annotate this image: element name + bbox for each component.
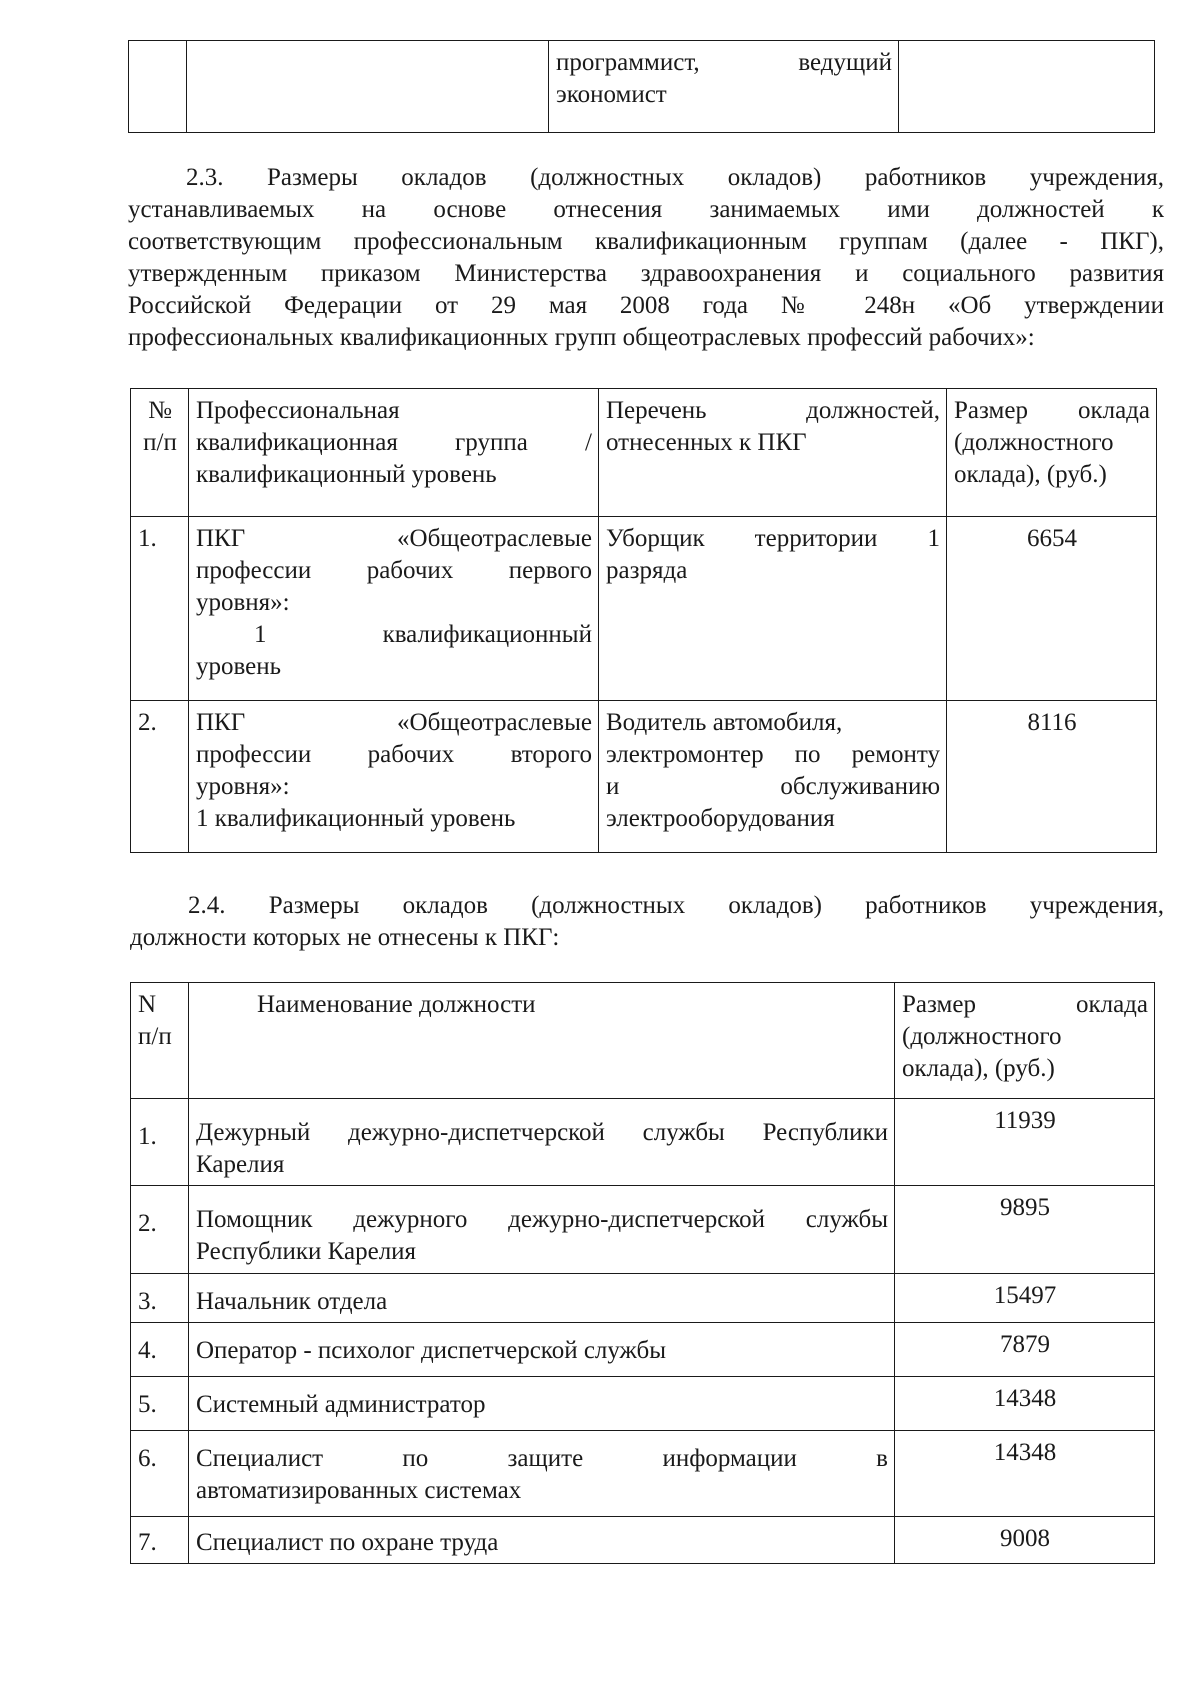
continued-group-cell [187, 41, 549, 133]
row-positions: Уборщик территории 1 разряда [599, 517, 947, 701]
section-2-3-paragraph [128, 162, 1164, 354]
row-salary: 11939 [895, 1099, 1155, 1186]
row-num: 3. [131, 1274, 189, 1323]
row-num: 1. [131, 517, 189, 701]
paragraph-line: Российской Федерации от 29 мая 2008 года № 248н «Об утверждении [128, 292, 1164, 319]
row-num: 2. [131, 701, 189, 853]
header-num: N п/п [131, 983, 189, 1099]
continued-position-line: экономист [556, 81, 667, 108]
row-num: 5. [131, 1377, 189, 1431]
row-name: Специалист по охране труда [189, 1517, 895, 1564]
row-salary: 14348 [895, 1377, 1155, 1431]
row-num: 4. [131, 1323, 189, 1377]
continued-position-line: программист, ведущий [556, 49, 892, 76]
row-num: 7. [131, 1517, 189, 1564]
header-num: № п/п [131, 389, 189, 517]
paragraph-line: профессиональных квалификационных групп общеотраслевых профессий рабочих»: [128, 324, 1035, 351]
row-salary: 9895 [895, 1186, 1155, 1274]
row-name: Оператор - психолог диспетчерской службы [189, 1323, 895, 1377]
header-name: Наименование должности [189, 983, 895, 1099]
table-row [131, 701, 1157, 853]
paragraph-line: соответствующим профессиональным квалификационным группам (далее - ПКГ), [128, 228, 1164, 255]
row-salary: 8116 [947, 701, 1157, 853]
paragraph-line: устанавливаемых на основе отнесения занимаемых ими должностей к [128, 196, 1164, 223]
row-name: Дежурный дежурно-диспетчерской службы Республики Карелия [189, 1099, 895, 1186]
row-salary: 9008 [895, 1517, 1155, 1564]
table-header-row [131, 983, 1155, 1099]
continued-num-cell [129, 41, 187, 133]
table-row [131, 517, 1157, 701]
table-row [131, 1323, 1155, 1377]
paragraph-line: должности которых не отнесены к ПКГ: [130, 924, 560, 951]
section-2-4-paragraph [130, 890, 1164, 954]
paragraph-line: утвержденным приказом Министерства здравоохранения и социального развития [128, 260, 1164, 287]
table-row [131, 1186, 1155, 1274]
header-salary: Размер оклада (должностного оклада), (руб.) [947, 389, 1157, 517]
header-salary: Размер оклада (должностного оклада), (руб.) [895, 983, 1155, 1099]
row-name: Специалист по защите информации в автоматизированных системах [189, 1431, 895, 1517]
table-row [131, 1274, 1155, 1323]
continued-salary-cell [899, 41, 1155, 133]
continued-table [128, 40, 1155, 133]
row-num: 6. [131, 1431, 189, 1517]
row-name: Помощник дежурного дежурно-диспетчерской службы Республики Карелия [189, 1186, 895, 1274]
row-num: 2. [131, 1186, 189, 1274]
header-positions: Перечень должностей, отнесенных к ПКГ [599, 389, 947, 517]
row-name: Системный администратор [189, 1377, 895, 1431]
row-name: Начальник отдела [189, 1274, 895, 1323]
other-positions-table [130, 982, 1155, 1564]
row-num: 1. [131, 1099, 189, 1186]
table-header-row [131, 389, 1157, 517]
header-group: Профессиональная квалификационная группа / квалификационный уровень [189, 389, 599, 517]
table-row [131, 1377, 1155, 1431]
row-group: ПКГ «Общеотраслевые профессии рабочих первого уровня»: 1 квалификационный уровень [189, 517, 599, 701]
pkg-salary-table [130, 388, 1157, 853]
continued-positions-cell [549, 41, 899, 133]
paragraph-line: 2.4. Размеры окладов (должностных окладов) работников учреждения, [188, 892, 1164, 919]
table-row [131, 1099, 1155, 1186]
row-group: ПКГ «Общеотраслевые профессии рабочих второго уровня»: 1 квалификационный уровень [189, 701, 599, 853]
row-salary: 7879 [895, 1323, 1155, 1377]
paragraph-line: 2.3. Размеры окладов (должностных окладов) работников учреждения, [186, 164, 1164, 191]
table-row [131, 1431, 1155, 1517]
row-salary: 15497 [895, 1274, 1155, 1323]
row-positions: Водитель автомобиля, электромонтер по ремонту и обслуживанию электрооборудования [599, 701, 947, 853]
row-salary: 14348 [895, 1431, 1155, 1517]
table-row [131, 1517, 1155, 1564]
row-salary: 6654 [947, 517, 1157, 701]
